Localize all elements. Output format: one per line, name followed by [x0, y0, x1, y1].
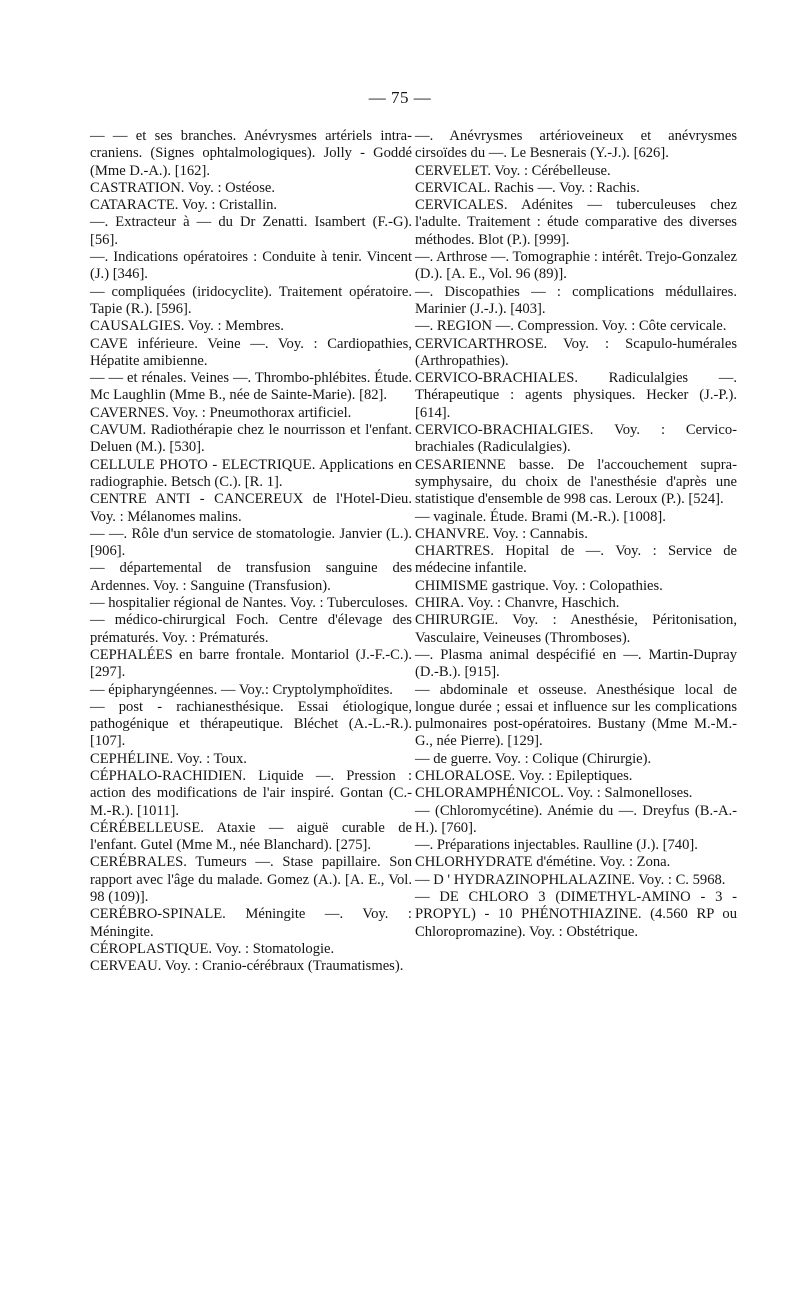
index-entry: — — et ses branches. Anévrysmes artériels intra-craniens. (Signes ophtalmologiques). Jolly - Goddé (Mme D.-A.). [162]. [90, 128, 412, 179]
index-entry: — —. Rôle d'un service de stomatologie. Janvier (L.). [906]. [90, 525, 412, 560]
index-entry: — — et rénales. Veines —. Thrombo-phlébites. Étude. Mc Laughlin (Mme B., née de Sainte-Marie). [82]. [90, 370, 412, 404]
index-entry: CAVUM. Radiothérapie chez le nourrisson et l'enfant. Deluen (M.). [530]. [90, 422, 412, 456]
index-entry: CERVICAL. Rachis —. Voy. : Rachis. [415, 179, 640, 196]
index-column-right [415, 128, 737, 941]
index-entry: CHLORAMPHÉNICOL. Voy. : Salmonelloses. [415, 785, 693, 802]
index-entry: CERÉBRO-SPINALE. Méningite —. Voy. : Méningite. [90, 906, 412, 940]
index-entry: —. Plasma animal despécifié en —. Martin-Dupray (D.-B.). [915]. [415, 646, 737, 681]
index-entry: — médico-chirurgical Foch. Centre d'élevage des prématurés. Voy. : Prématurés. [90, 612, 412, 646]
index-entry: CÉPHALO-RACHIDIEN. Liquide —. Pression : action des modifications de l'air inspiré. Gontan (C.-M.-R.). [1011]. [90, 767, 412, 819]
index-entry: — vaginale. Étude. Brami (M.-R.). [1008]. [415, 508, 666, 525]
index-entry: CAVERNES. Voy. : Pneumothorax artificiel. [90, 404, 352, 421]
index-entry: CERVELET. Voy. : Cérébelleuse. [415, 162, 611, 179]
index-entry: CAVE inférieure. Veine —. Voy. : Cardiopathies, Hépatite amibienne. [90, 335, 412, 369]
index-entry: CEPHÉLINE. Voy. : Toux. [90, 750, 247, 767]
index-entry: CHIMISME gastrique. Voy. : Colopathies. [415, 577, 663, 594]
index-column-left [90, 128, 412, 976]
index-entry: —. Discopathies — : complications médullaires. Marinier (J.-J.). [403]. [415, 283, 737, 317]
index-entry: CELLULE PHOTO - ELECTRIQUE. Applications en radiographie. Betsch (C.). [R. 1]. [90, 456, 412, 490]
index-entry: CEPHALÉES en barre frontale. Montariol (J.-F.-C.). [297]. [90, 646, 412, 681]
index-entry: CERVICALES. Adénites — tuberculeuses chez l'adulte. Traitement : étude comparative des diverses méthodes. Blot (P.). [999]. [415, 197, 737, 248]
index-entry: —. Anévrysmes artérioveineux et anévrysmes cirsoïdes du —. Le Besnerais (Y.-J.). [626]. [415, 128, 737, 162]
index-entry: CÉROPLASTIQUE. Voy. : Stomatologie. [90, 940, 335, 957]
index-entry: CERVICO-BRACHIALES. Radiculalgies —. Thérapeutique : agents physiques. Hecker (J.-P.). [614]. [415, 370, 737, 421]
index-entry: —. Préparations injectables. Raulline (J.). [740]. [415, 837, 698, 854]
index-entry: — hospitalier régional de Nantes. Voy. : Tuberculoses. [90, 595, 408, 612]
index-entry: — DE CHLORO 3 (DIMETHYL-AMINO - 3 - PROPYL) - 10 PHÉNOTHIAZINE. (4.560 RP ou Chloropromazine). Voy. : Obstétrique. [415, 889, 737, 940]
index-entry: CASTRATION. Voy. : Ostéose. [90, 179, 275, 196]
index-entry: — post - rachianesthésique. Essai étiologique, pathogénique et thérapeutique. Bléchet (A.-L.-R.). [107]. [90, 698, 412, 750]
index-entry: CÉRÉBELLEUSE. Ataxie — aiguë curable de l'enfant. Gutel (Mme M., née Blanchard). [275]. [90, 819, 412, 854]
index-entry: —. Extracteur à — du Dr Zenatti. Isambert (F.-G). [56]. [90, 214, 412, 248]
index-entry: — (Chloromycétine). Anémie du —. Dreyfus (B.-A.-H.). [760]. [415, 802, 737, 836]
index-entry: CERVEAU. Voy. : Cranio-cérébraux (Traumatismes). [90, 958, 404, 975]
index-entry: CATARACTE. Voy. : Cristallin. [90, 197, 278, 214]
index-entry: — compliquées (iridocyclite). Traitement opératoire. Tapie (R.). [596]. [90, 283, 412, 317]
index-entry: CERÉBRALES. Tumeurs —. Stase papillaire. Son rapport avec l'âge du malade. Gomez (A.). [A. E., Vol. 98 (109)]. [90, 854, 412, 906]
index-entry: —. Arthrose —. Tomographie : intérêt. Trejo-Gonzalez (D.). [A. E., Vol. 96 (89)]. [415, 249, 737, 283]
index-entry: — départemental de transfusion sanguine des Ardennes. Voy. : Sanguine (Transfusion). [90, 560, 412, 594]
index-entry: CAUSALGIES. Voy. : Membres. [90, 318, 284, 335]
index-entry: CHANVRE. Voy. : Cannabis. [415, 525, 588, 542]
page-number: — 75 — [368, 88, 432, 107]
index-entry: CENTRE ANTI - CANCEREUX de l'Hotel-Dieu. Voy. : Mélanomes malins. [90, 491, 412, 525]
index-entry: CERVICO-BRACHIALGIES. Voy. : Cervico-brachiales (Radiculalgies). [415, 422, 737, 456]
index-entry: CHLORALOSE. Voy. : Epileptiques. [415, 767, 633, 784]
index-entry: CESARIENNE basse. De l'accouchement supra-symphysaire, du choix de l'anesthésie d'après une statistique d'ensemble de 998 cas. Leroux (P.). [524]. [415, 456, 737, 508]
index-entry: — abdominale et osseuse. Anesthésique local de longue durée ; essai et influence sur les complications pulmonaires post-opératoires. Bustany (Mme M.-M.-G., née Pierre). [129]. [415, 681, 737, 750]
index-entry: — de guerre. Voy. : Colique (Chirurgie). [415, 750, 652, 767]
index-entry: CERVICARTHROSE. Voy. : Scapulo-humérales (Arthropathies). [415, 335, 737, 369]
index-entry: CHLORHYDRATE d'émétine. Voy. : Zona. [415, 854, 671, 871]
index-entry: — D ' HYDRAZINOPHLALAZINE. Voy. : C. 5968. [415, 871, 726, 888]
index-entry: —. Indications opératoires : Conduite à tenir. Vincent (J.) [346]. [90, 249, 412, 283]
index-entry: CHARTRES. Hopital de —. Voy. : Service de médecine infantile. [415, 543, 737, 577]
index-entry: CHIRURGIE. Voy. : Anesthésie, Péritonisation, Vasculaire, Veineuses (Thromboses). [415, 612, 737, 646]
index-entry: CHIRA. Voy. : Chanvre, Haschich. [415, 595, 620, 612]
index-entry: —. REGION —. Compression. Voy. : Côte cervicale. [415, 318, 727, 335]
index-entry: — épipharyngéennes. — Voy.: Cryptolymphoïdites. [90, 681, 393, 698]
